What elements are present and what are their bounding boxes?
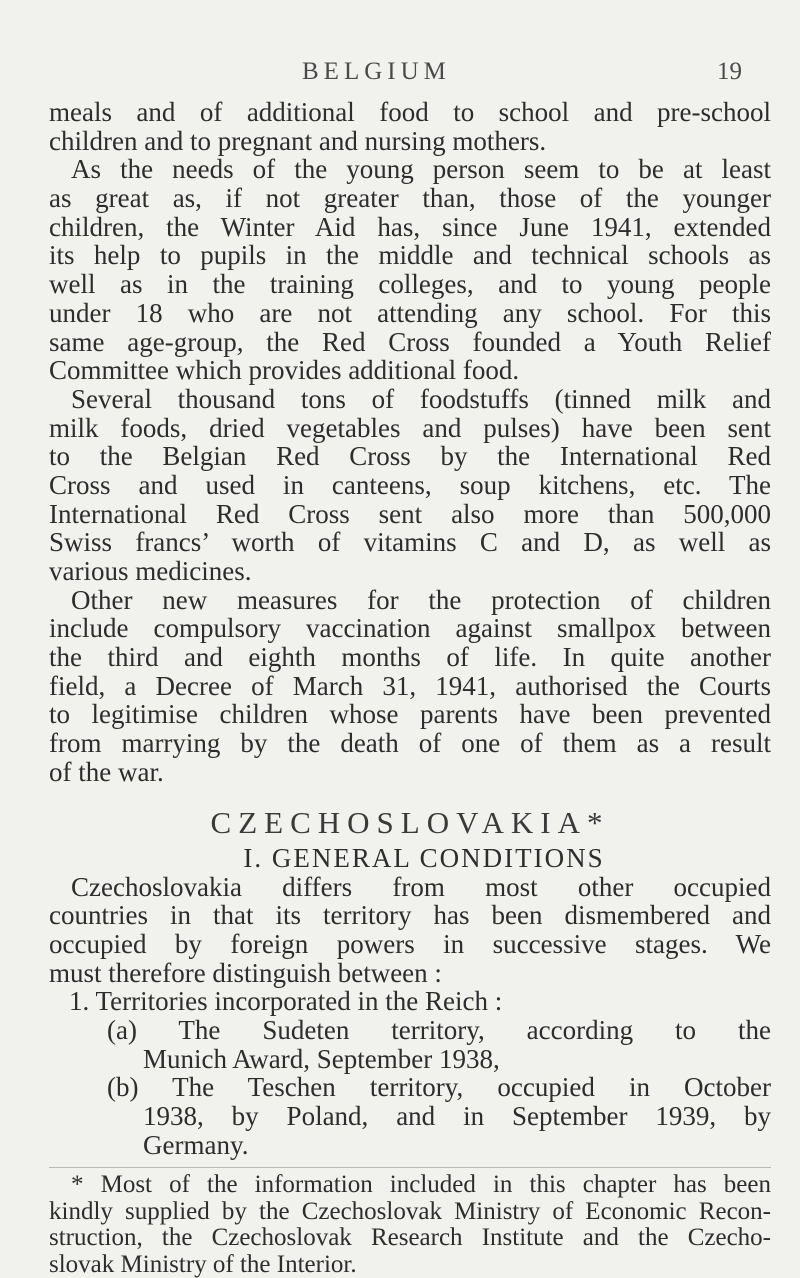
footnote-divider [49,1167,771,1168]
footnote-line: kindly supplied by the Czechoslovak Ministry of Economic Recon- [49,1197,771,1225]
footnote-line: slovak Ministry of the Interior. [49,1250,357,1278]
text-line: same age-group, the Red Cross founded a Youth Relief [49,326,771,357]
belgium-section [49,98,771,787]
list-item-continuation: Munich Award, September 1938, [143,1043,500,1074]
text-line: Czechoslovakia differs from most other occupied [71,871,771,902]
page-number: 19 [717,58,742,85]
text-line: Cross and used in canteens, soup kitchens, etc. The [49,469,771,500]
list-item: 1. Territories incorporated in the Reich : [69,986,503,1017]
list-item: (a) The Sudeten territory, according to the [107,1014,771,1045]
text-line: International Red Cross sent also more than 500,000 [49,498,771,529]
running-title: BELGIUM [302,58,451,85]
text-line: countries in that its territory has been dismembered and [49,900,771,931]
text-line: of the war. [49,756,164,787]
footnote-line: struction, the Czechoslovak Research Institute and the Czecho- [49,1224,771,1252]
text-line: its help to pupils in the middle and technical schools as [49,240,771,271]
czechoslovakia-section [49,805,771,1160]
footnote [49,1172,771,1278]
text-line: must therefore distinguish between : [49,957,442,988]
text-line: to the Belgian Red Cross by the International Red [49,441,771,472]
text-line: to legitimise children whose parents have been prevented [49,699,771,730]
section-heading: CZECHOSLOVAKIA* [210,804,610,840]
text-line: under 18 who are not attending any school. For this [49,297,771,328]
text-line: well as in the training colleges, and to young people [49,269,771,300]
text-line: Committee which provides additional food. [49,355,520,386]
section-subheading: I. GENERAL CONDITIONS [243,842,605,873]
text-line: Several thousand tons of foodstuffs (tinned milk and [71,383,771,414]
list-item-continuation: Germany. [143,1129,249,1160]
text-line: various medicines. [49,556,252,586]
list-item: (b) The Teschen territory, occupied in October [107,1072,771,1103]
text-line: as great as, if not greater than, those of the younger [49,183,771,214]
text-line: field, a Decree of March 31, 1941, authorised the Courts [49,670,771,701]
text-line: from marrying by the death of one of them as a result [49,728,771,759]
text-line: meals and of additional food to school and pre-school [49,97,771,127]
text-line: Swiss francs’ worth of vitamins C and D, as well as [49,527,771,558]
text-line: As the needs of the young person seem to be at least [71,154,771,185]
body-text [49,98,771,1278]
text-line: children and to pregnant and nursing mothers. [49,125,547,156]
list-item-continuation: 1938, by Poland, and in September 1939, by [143,1101,771,1131]
text-line: occupied by foreign powers in successive stages. We [49,928,771,959]
text-line: milk foods, dried vegetables and pulses) have been sent [49,412,771,443]
text-line: children, the Winter Aid has, since June 1941, extended [49,211,771,242]
footnote-line: * Most of the information included in this chapter has been [71,1171,771,1199]
text-line: the third and eighth months of life. In quite another [49,642,771,673]
running-head [0,58,800,88]
text-line: Other new measures for the protection of children [71,584,771,615]
text-line: include compulsory vaccination against smallpox between [49,613,771,644]
